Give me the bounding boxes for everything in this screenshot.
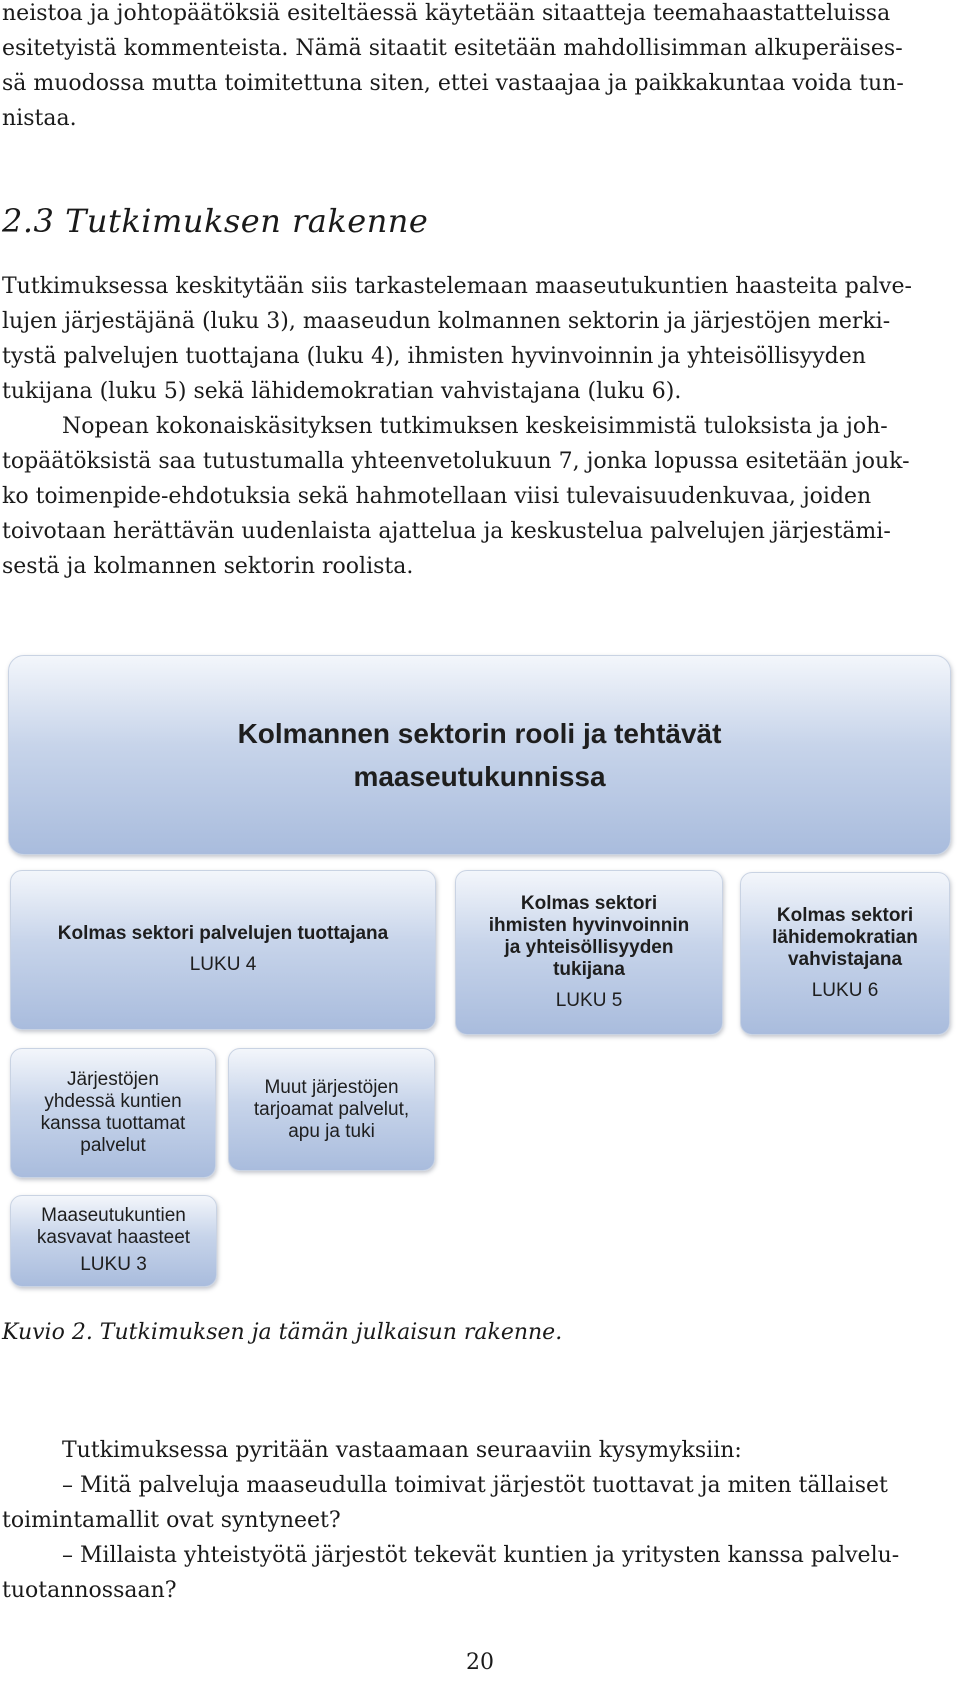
diagram-main-title-line: maaseutukunnissa (353, 761, 606, 792)
question-line: – Millaista yhteistyötä järjestöt tekevät kuntien ja yritysten kanssa palvelu- (62, 1543, 900, 1568)
box-title-line: palvelut (80, 1135, 146, 1156)
box-title: Kolmas sektori palvelujen tuottajana (57, 923, 389, 944)
box-title-line: kasvavat haasteet (36, 1227, 191, 1248)
box-title-line: tarjoamat palvelut, (253, 1098, 410, 1120)
figure-caption: Kuvio 2. Tutkimuksen ja tämän julkaisun rakenne. (2, 1320, 563, 1345)
box-title-line: kanssa tuottamat (40, 1113, 186, 1134)
text-line: Tutkimuksessa keskitytään siis tarkastelemaan maaseutukuntien haasteita palve- (2, 274, 912, 299)
questions-intro: Tutkimuksessa pyritään vastaamaan seuraaviin kysymyksiin: (62, 1438, 742, 1463)
text-line: lujen järjestäjänä (luku 3), maaseudun kolmannen sektorin ja järjestöjen merki- (2, 309, 891, 334)
diagram-main-title-line: Kolmannen sektorin rooli ja tehtävät (237, 718, 722, 749)
text-line: toivotaan herättävän uudenlaista ajattelua ja keskustelua palvelujen järjestämi- (2, 519, 891, 544)
box-chapter: LUKU 5 (555, 989, 623, 1011)
questions-block (2, 1433, 957, 1608)
diagram-box-muut (228, 1048, 435, 1171)
box-title-line: ja yhteisöllisyyden (504, 936, 674, 958)
box-title-line: Maaseutukuntien (41, 1205, 186, 1226)
box-title-line: lähidemokratian (772, 926, 918, 948)
intro-paragraph (2, 0, 957, 136)
text-line: neistoa ja johtopäätöksiä esiteltäessä käytetään sitaatteja teemahaastatteluissa (2, 1, 891, 26)
box-title-line: ihmisten hyvinvoinnin (488, 914, 690, 936)
box-title-line: tukijana (553, 958, 625, 980)
body-paragraph-2 (2, 409, 957, 584)
text-line: Nopean kokonaiskäsityksen tutkimuksen keskeisimmistä tuloksista ja joh- (62, 414, 888, 439)
page-number: 20 (466, 1650, 494, 1675)
box-title-line: Muut järjestöjen (264, 1076, 399, 1098)
diagram-box-luku5 (455, 870, 723, 1035)
box-title-line: yhdessä kuntien (44, 1091, 182, 1112)
box-chapter: LUKU 6 (811, 979, 879, 1001)
box-title-line: apu ja tuki (288, 1120, 375, 1142)
text-line: esitetyistä kommenteista. Nämä sitaatit esitetään mahdollisimman alkuperäises- (2, 36, 903, 61)
body-paragraph-1 (2, 269, 957, 409)
question-line: tuotannossaan? (2, 1578, 177, 1603)
diagram-box-luku6 (740, 872, 950, 1035)
text-line: topäätöksistä saa tutustumalla yhteenvetolukuun 7, jonka lopussa esitetään jouk- (2, 449, 910, 474)
text-line: nistaa. (2, 106, 77, 131)
box-chapter: LUKU 4 (189, 954, 257, 975)
box-chapter: LUKU 3 (80, 1254, 147, 1275)
section-heading: 2.3 Tutkimuksen rakenne (2, 202, 429, 240)
box-title-line: vahvistajana (787, 948, 903, 970)
question-line: – Mitä palveluja maaseudulla toimivat järjestöt tuottavat ja miten tällaiset (62, 1473, 888, 1498)
diagram-box-jarjestot (10, 1048, 216, 1178)
text-line: tystä palvelujen tuottajana (luku 4), ihmisten hyvinvoinnin ja yhteisöllisyyden (2, 344, 866, 369)
box-title-line: Järjestöjen (67, 1069, 159, 1090)
text-line: sä muodossa mutta toimitettuna siten, ettei vastaajaa ja paikkakuntaa voida tun- (2, 71, 904, 96)
box-title-line: Kolmas sektori (776, 904, 914, 926)
text-line: ko toimenpide-ehdotuksia sekä hahmotellaan viisi tulevaisuudenkuvaa, joiden (2, 484, 872, 509)
diagram-box-luku4 (10, 870, 436, 1030)
text-line: sestä ja kolmannen sektorin roolista. (2, 554, 414, 579)
question-line: toimintamallit ovat syntyneet? (2, 1508, 341, 1533)
text-line: tukijana (luku 5) sekä lähidemokratian vahvistajana (luku 6). (2, 379, 682, 404)
box-title-line: Kolmas sektori (520, 892, 658, 914)
diagram-main-box (8, 655, 951, 855)
diagram-box-luku3 (10, 1195, 217, 1287)
